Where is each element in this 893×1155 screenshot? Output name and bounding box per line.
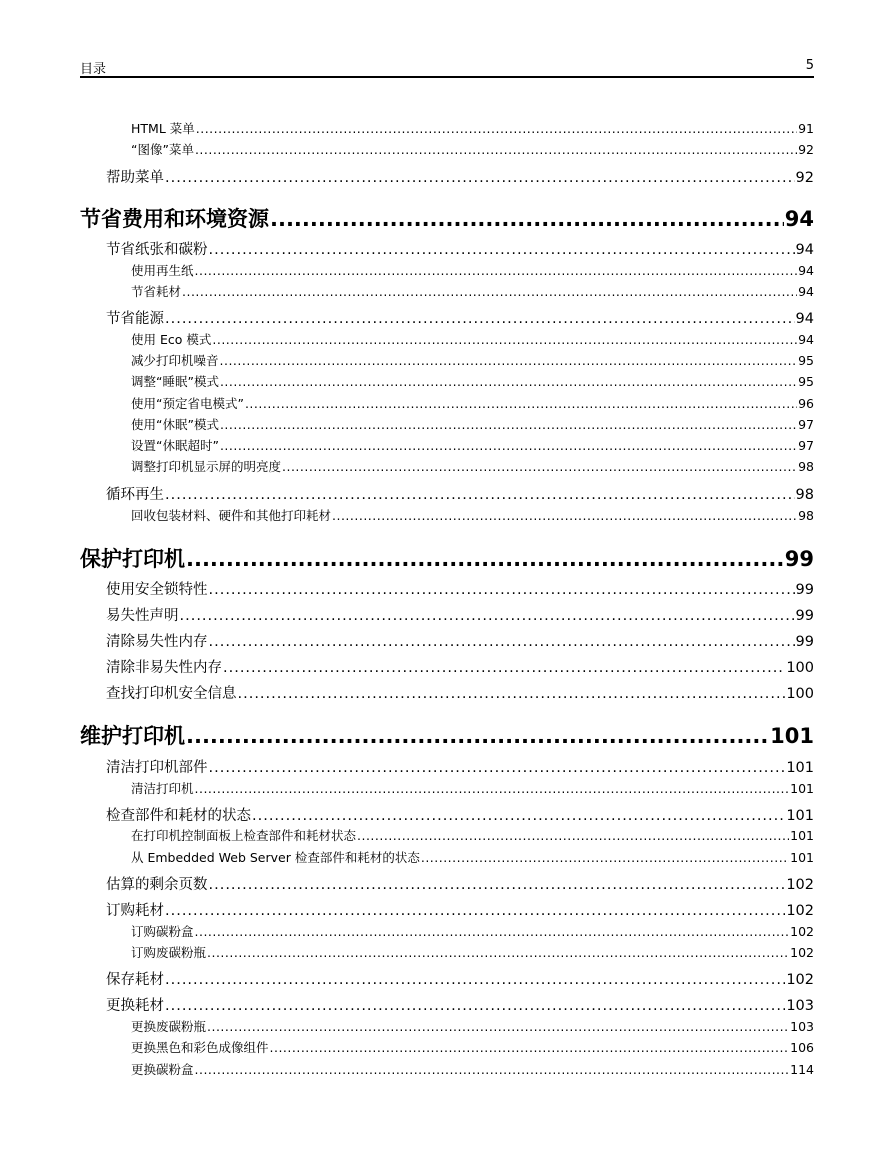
toc-section[interactable] — [106, 166, 814, 187]
toc-entry-page-number: 94 — [795, 242, 814, 258]
dot-leader — [209, 242, 795, 258]
toc-entry-label: 清除非易失性内存 — [106, 660, 222, 676]
toc-entry-label: 帮助菜单 — [106, 170, 164, 186]
toc-entry-label: 更换耗材 — [106, 998, 164, 1014]
dot-leader — [207, 1019, 789, 1034]
toc-subsection[interactable] — [131, 261, 814, 279]
toc-entry-page-number: 92 — [795, 170, 814, 186]
toc-entry-label: 保存耗材 — [106, 972, 164, 988]
toc-subsection[interactable] — [131, 282, 814, 300]
dot-leader — [209, 582, 795, 598]
toc-entry-page-number: 101 — [786, 808, 814, 824]
toc-entry-page-number: 97 — [798, 417, 814, 432]
toc-subsection[interactable] — [131, 1060, 814, 1078]
toc-entry-page-number: 102 — [786, 903, 814, 919]
toc-subsection[interactable] — [131, 779, 814, 797]
dot-leader — [186, 724, 769, 748]
dot-leader — [180, 608, 795, 624]
toc-entry-page-number: 98 — [798, 508, 814, 523]
toc-entry-page-number: 99 — [795, 608, 814, 624]
toc-entry-page-number: 99 — [795, 582, 814, 598]
dot-leader — [165, 903, 785, 919]
toc-section[interactable] — [106, 656, 814, 677]
toc-entry-page-number: 102 — [786, 972, 814, 988]
toc-entry-label: 设置“休眠超时” — [131, 438, 219, 453]
toc-entry-page-number: 101 — [786, 760, 814, 776]
header-title: 目录 — [80, 62, 107, 77]
toc-entry-label: 循环再生 — [106, 487, 164, 503]
toc-subsection[interactable] — [131, 140, 814, 158]
toc-subsection[interactable] — [131, 1017, 814, 1035]
toc-entry-label: 清洁打印机 — [131, 781, 194, 796]
toc-entry-page-number: 95 — [798, 374, 814, 389]
toc-section[interactable] — [106, 307, 814, 328]
toc-entry-label: 维护打印机 — [80, 724, 185, 748]
toc-entry-label: 保护打印机 — [80, 547, 185, 571]
toc-subsection[interactable] — [131, 506, 814, 524]
toc-entry-page-number: 97 — [798, 438, 814, 453]
dot-leader — [245, 396, 797, 411]
toc-chapter[interactable] — [80, 720, 814, 750]
toc-entry-label: 回收包装材料、硬件和其他打印耗材 — [131, 508, 332, 523]
toc-entry-page-number: 92 — [798, 142, 814, 157]
toc-section[interactable] — [106, 630, 814, 651]
toc-entry-label: 查找打印机安全信息 — [106, 686, 237, 702]
toc-entry-label: 订购耗材 — [106, 903, 164, 919]
toc-section[interactable] — [106, 604, 814, 625]
toc-subsection[interactable] — [131, 826, 814, 844]
dot-leader — [270, 207, 784, 231]
dot-leader — [165, 998, 785, 1014]
page-header — [80, 56, 814, 78]
toc-subsection[interactable] — [131, 372, 814, 390]
toc-section[interactable] — [106, 756, 814, 777]
toc-entry-page-number: 101 — [790, 828, 814, 843]
dot-leader — [207, 945, 789, 960]
toc-subsection[interactable] — [131, 330, 814, 348]
dot-leader — [186, 547, 784, 571]
toc-entry-page-number: 94 — [798, 284, 814, 299]
dot-leader — [209, 760, 786, 776]
toc-section[interactable] — [106, 968, 814, 989]
toc-entry-page-number: 100 — [786, 660, 814, 676]
toc-entry-page-number: 95 — [798, 353, 814, 368]
dot-leader — [195, 1062, 790, 1077]
toc-section[interactable] — [106, 238, 814, 259]
dot-leader — [332, 508, 797, 523]
toc-entry-page-number: 94 — [784, 207, 814, 231]
dot-leader — [195, 781, 790, 796]
toc-section[interactable] — [106, 804, 814, 825]
toc-entry-label: 使用 Eco 模式 — [131, 332, 212, 347]
toc-entry-page-number: 94 — [798, 263, 814, 278]
dot-leader — [195, 924, 790, 939]
toc-entry-label: 清除易失性内存 — [106, 634, 208, 650]
dot-leader — [195, 263, 798, 278]
toc-chapter[interactable] — [80, 543, 814, 573]
toc-entry-page-number: 96 — [798, 396, 814, 411]
toc-subsection[interactable] — [131, 119, 814, 137]
toc-entry-page-number: 102 — [786, 877, 814, 893]
toc-section[interactable] — [106, 994, 814, 1015]
toc-subsection[interactable] — [131, 1038, 814, 1056]
toc-entry-page-number: 94 — [795, 311, 814, 327]
toc-entry-label: 节省费用和环境资源 — [80, 207, 269, 231]
toc-entry-label: 清洁打印机部件 — [106, 760, 208, 776]
dot-leader — [421, 850, 789, 865]
toc-section[interactable] — [106, 682, 814, 703]
toc-entry-page-number: 98 — [795, 487, 814, 503]
toc-entry-label: 节省能源 — [106, 311, 164, 327]
toc-entry-label: 使用“预定省电模式” — [131, 396, 244, 411]
toc-entry-label: 使用“休眠”模式 — [131, 417, 219, 432]
toc-entry-page-number: 102 — [790, 924, 814, 939]
toc-entry-page-number: 102 — [790, 945, 814, 960]
dot-leader — [220, 353, 798, 368]
toc-entry-page-number: 114 — [790, 1062, 814, 1077]
dot-leader — [282, 459, 797, 474]
toc-subsection[interactable] — [131, 457, 814, 475]
toc-subsection[interactable] — [131, 848, 814, 866]
toc-subsection[interactable] — [131, 922, 814, 940]
dot-leader — [182, 284, 797, 299]
toc-entry-page-number: 91 — [798, 121, 814, 136]
toc-entry-page-number: 103 — [786, 998, 814, 1014]
toc-subsection[interactable] — [131, 436, 814, 454]
toc-entry-label: 易失性声明 — [106, 608, 179, 624]
dot-leader — [220, 438, 797, 453]
toc-entry-label: 更换碳粉盒 — [131, 1062, 194, 1077]
toc-entry-label: 调整打印机显示屏的明亮度 — [131, 459, 282, 474]
toc-entry-label: 在打印机控制面板上检查部件和耗材状态 — [131, 828, 357, 843]
toc-section[interactable] — [106, 483, 814, 504]
toc-entry-page-number: 100 — [786, 686, 814, 702]
toc-entry-label: 减少打印机噪音 — [131, 353, 219, 368]
toc-section[interactable] — [106, 578, 814, 599]
toc-entry-label: 使用安全锁特性 — [106, 582, 208, 598]
toc-entry-label: 从 Embedded Web Server 检查部件和耗材的状态 — [131, 850, 420, 865]
toc-entry-page-number: 106 — [790, 1040, 814, 1055]
dot-leader — [220, 374, 797, 389]
toc-entry-label: 订购碳粉盒 — [131, 924, 194, 939]
toc-entry-label: 订购废碳粉瓶 — [131, 945, 207, 960]
toc-entry-page-number: 99 — [795, 634, 814, 650]
dot-leader — [165, 170, 795, 186]
dot-leader — [209, 634, 795, 650]
toc-section[interactable] — [106, 873, 814, 894]
dot-leader — [209, 877, 786, 893]
toc-entry-label: 估算的剩余页数 — [106, 877, 208, 893]
toc-entry-page-number: 103 — [790, 1019, 814, 1034]
dot-leader — [238, 686, 786, 702]
dot-leader — [165, 487, 795, 503]
toc-section[interactable] — [106, 899, 814, 920]
toc-subsection[interactable] — [131, 351, 814, 369]
toc-entry-label: “图像”菜单 — [131, 142, 194, 157]
header-page-number: 5 — [805, 58, 814, 73]
toc-entry-label: 使用再生纸 — [131, 263, 194, 278]
toc-entry-page-number: 98 — [798, 459, 814, 474]
toc-entry-page-number: 94 — [798, 332, 814, 347]
toc-subsection[interactable] — [131, 415, 814, 433]
dot-leader — [212, 332, 797, 347]
dot-leader — [357, 828, 789, 843]
toc-subsection[interactable] — [131, 943, 814, 961]
dot-leader — [223, 660, 785, 676]
toc-entry-label: 调整“睡眠”模式 — [131, 374, 219, 389]
toc-entry-page-number: 99 — [784, 547, 814, 571]
dot-leader — [165, 972, 785, 988]
toc-entry-label: 更换废碳粉瓶 — [131, 1019, 207, 1034]
dot-leader — [196, 121, 797, 136]
toc-entry-label: 检查部件和耗材的状态 — [106, 808, 251, 824]
dot-leader — [165, 311, 795, 327]
toc-entry-label: HTML 菜单 — [131, 121, 195, 136]
toc-entry-label: 节省耗材 — [131, 284, 182, 299]
dot-leader — [220, 417, 797, 432]
toc-chapter[interactable] — [80, 203, 814, 233]
toc-entry-label: 节省纸张和碳粉 — [106, 242, 208, 258]
dot-leader — [195, 142, 797, 157]
toc-entry-page-number: 101 — [790, 781, 814, 796]
toc-entry-page-number: 101 — [790, 850, 814, 865]
toc-entry-page-number: 101 — [770, 724, 814, 748]
dot-leader — [252, 808, 785, 824]
toc-entry-label: 更换黑色和彩色成像组件 — [131, 1040, 269, 1055]
dot-leader — [270, 1040, 790, 1055]
toc-subsection[interactable] — [131, 394, 814, 412]
